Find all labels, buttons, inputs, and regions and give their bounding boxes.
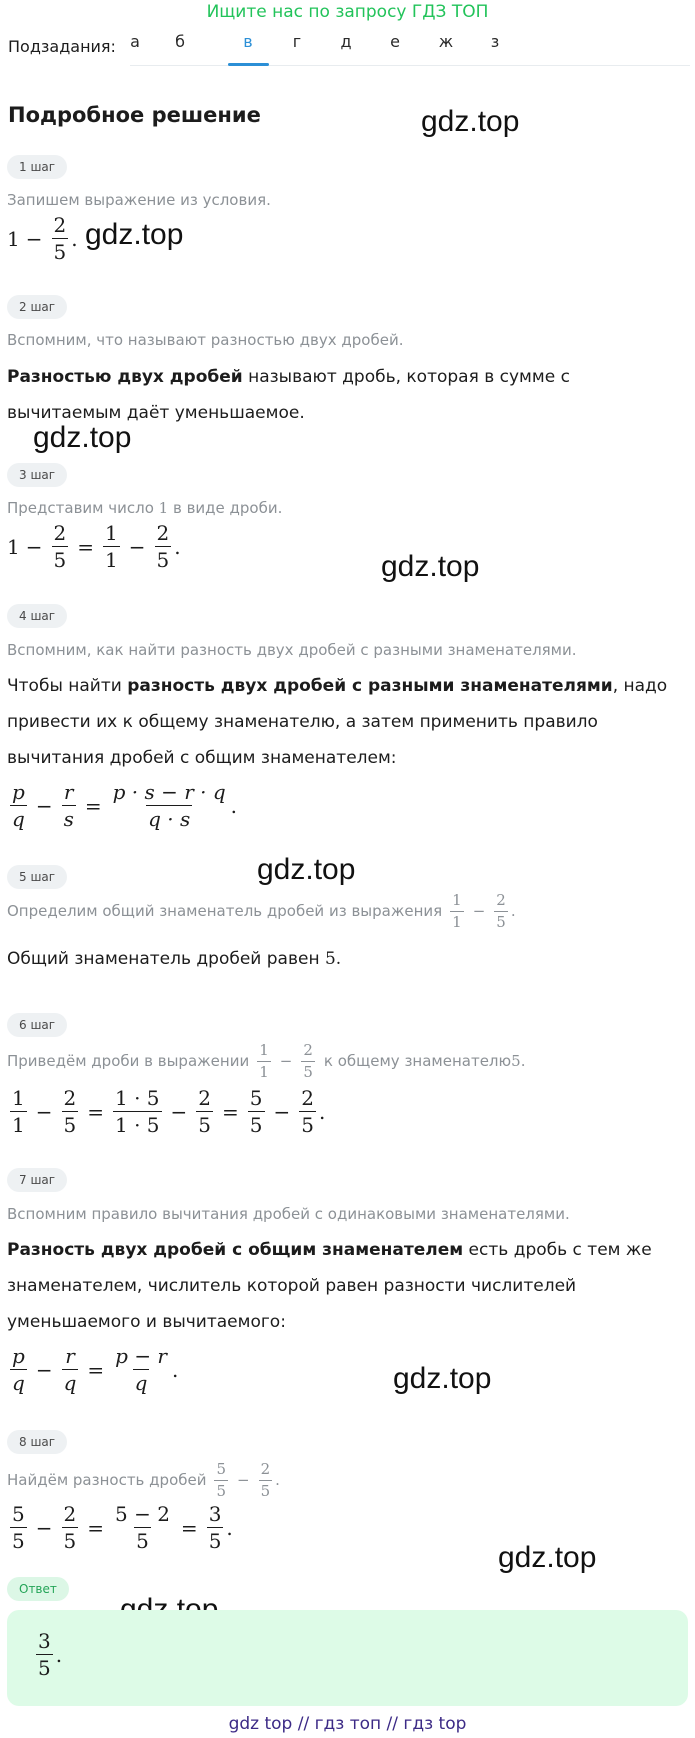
- tab-subtask-a[interactable]: а: [130, 32, 140, 51]
- watermark: gdz.top: [33, 421, 132, 454]
- step-badge: 6 шаг: [7, 1013, 67, 1037]
- math-expression: $\frac{1}{1}$ − $\frac{2}{5}$ = $\frac{1 \cdot 5}{1 \cdot 5}$ − $\frac{2}{5}$ = $\frac{5}{5}$ − $\frac{2}{5}$ .: [12, 1086, 326, 1137]
- definition-paragraph: [7, 359, 687, 431]
- step-hint: Вспомним правило вычитания дробей с одинаковыми знаменателями.: [7, 1205, 570, 1223]
- tab-subtask-v[interactable]: в: [243, 32, 253, 51]
- rule-paragraph: Разность двух дробей с общим знаменателем есть дробь с тем же знаменателем, числитель которой равен разности числителей уменьшаемого и вычитаемого:: [7, 1240, 652, 1332]
- subtasks-label: Подзадания:: [8, 37, 116, 56]
- step-hint: Вспомним, что называют разностью двух дробей.: [7, 331, 404, 349]
- rule-paragraph: Чтобы найти разность двух дробей с разными знаменателями, надо привести их к общему знаменателю, а затем применить правило вычитания дробей с общим знаменателем:: [7, 676, 668, 768]
- footer-links[interactable]: gdz top // гдз топ // гдз top: [228, 1714, 467, 1734]
- answer-value: $\frac{3}{5}$ .: [38, 1629, 63, 1680]
- step-badge: 8 шаг: [7, 1430, 67, 1454]
- step-badge: 4 шаг: [7, 604, 67, 628]
- math-expression: 1 − $\frac{2}{5}$ = $\frac{1}{1}$ − $\frac{2}{5}$ .: [7, 521, 181, 572]
- section-title: Подробное решение: [8, 103, 261, 127]
- tab-subtask-d[interactable]: д: [340, 32, 352, 51]
- subtasks-divider: [130, 65, 690, 66]
- tab-subtask-e[interactable]: е: [390, 32, 400, 51]
- step-hint: Вспомним, как найти разность двух дробей с разными знаменателями.: [7, 641, 577, 659]
- watermark: gdz.top: [498, 1541, 597, 1574]
- active-tab-indicator: [228, 63, 269, 66]
- tab-subtask-b[interactable]: б: [175, 32, 185, 51]
- math-expression: $\frac{5}{5}$ − $\frac{2}{5}$ = $\frac{5 - 2}{5}$ = $\frac{3}{5}$ .: [12, 1502, 233, 1553]
- step-hint: Запишем выражение из условия.: [7, 191, 271, 209]
- tab-subtask-z[interactable]: з: [490, 32, 500, 51]
- watermark: gdz.top: [381, 550, 480, 583]
- promo-banner[interactable]: Ищите нас по запросу ГДЗ ТОП: [206, 2, 489, 22]
- watermark: gdz.top: [421, 105, 520, 138]
- watermark: gdz.top: [85, 218, 184, 251]
- answer-box: [7, 1610, 688, 1706]
- definition-text: называют дробь, которая в сумме с вычитаемым даёт уменьшаемое.: [7, 367, 570, 423]
- result-paragraph: Общий знаменатель дробей равен 5.: [7, 949, 342, 969]
- watermark: gdz.top: [393, 1362, 492, 1395]
- step-hint: Представим число 1 в виде дроби.: [7, 499, 283, 517]
- watermark: gdz.top: [257, 853, 356, 886]
- step-badge: 1 шаг: [7, 155, 67, 179]
- math-formula: $\frac{p}{q}$ − $\frac{r}{q}$ = $\frac{p - r}{q}$ .: [12, 1344, 179, 1395]
- step-hint: Найдём разность дробей $\frac{5}{5}$ − $\frac{2}{5}$ .: [7, 1460, 280, 1500]
- step-badge: 7 шаг: [7, 1168, 67, 1192]
- answer-badge: Ответ: [7, 1577, 69, 1601]
- definition-term: Разностью двух дробей: [7, 367, 243, 387]
- tab-subtask-g[interactable]: г: [292, 32, 302, 51]
- rule-term: разность двух дробей с разными знаменателями: [127, 676, 613, 696]
- tab-subtask-zh[interactable]: ж: [438, 32, 454, 51]
- rule-term: Разность двух дробей с общим знаменателем: [7, 1240, 464, 1260]
- step-hint: Определим общий знаменатель дробей из выражения $\frac{1}{1}$ − $\frac{2}{5}$ .: [7, 891, 516, 931]
- math-expression: 1 − $\frac{2}{5}$ .: [7, 213, 78, 264]
- step-hint: Приведём дроби в выражении $\frac{1}{1}$ − $\frac{2}{5}$ к общему знаменателю 5.: [7, 1041, 526, 1081]
- step-badge: 2 шаг: [7, 295, 67, 319]
- step-badge: 3 шаг: [7, 463, 67, 487]
- math-formula: $\frac{p}{q}$ − $\frac{r}{s}$ = $\frac{p \cdot s - r \cdot q}{q \cdot s}$ .: [12, 780, 238, 831]
- step-badge: 5 шаг: [7, 865, 67, 889]
